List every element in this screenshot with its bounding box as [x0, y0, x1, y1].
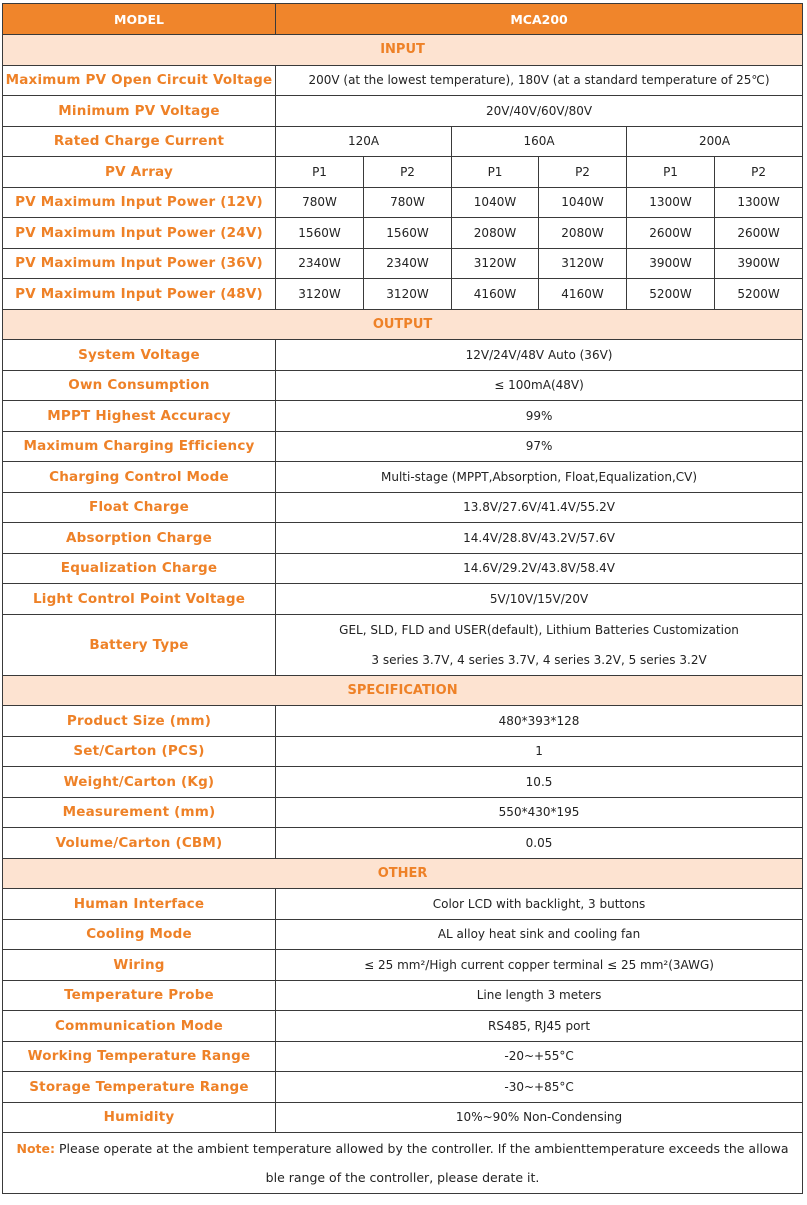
row-storage-temperature [3, 1072, 803, 1103]
row-pv-power-36v [3, 248, 803, 279]
row-label: Cooling Mode [3, 919, 276, 950]
table-cell: P2 [364, 157, 452, 188]
table-cell: 3120W [452, 248, 539, 279]
table-cell: 1560W [364, 218, 452, 249]
row-pv-power-12v [3, 187, 803, 218]
spec-table [2, 3, 803, 1194]
table-cell: 2340W [364, 248, 452, 279]
row-label: Communication Mode [3, 1011, 276, 1042]
table-cell: 2340W [276, 248, 364, 279]
row-value: 13.8V/27.6V/41.4V/55.2V [276, 492, 803, 523]
row-label: Human Interface [3, 889, 276, 920]
section-title: SPECIFICATION [3, 675, 803, 706]
model-header-row [3, 4, 803, 35]
row-value: 0.05 [276, 828, 803, 859]
row-value [276, 614, 803, 675]
row-temperature-probe [3, 980, 803, 1011]
row-min-pv-voltage [3, 96, 803, 127]
row-cooling-mode [3, 919, 803, 950]
section-title: OUTPUT [3, 309, 803, 340]
table-cell: 1560W [276, 218, 364, 249]
row-label: Own Consumption [3, 370, 276, 401]
row-value: 97% [276, 431, 803, 462]
row-label: Equalization Charge [3, 553, 276, 584]
table-cell: 3120W [364, 279, 452, 310]
row-label: Absorption Charge [3, 523, 276, 554]
section-input [3, 35, 803, 66]
section-other [3, 858, 803, 889]
row-value: Multi-stage (MPPT,Absorption, Float,Equalization,CV) [276, 462, 803, 493]
section-title: OTHER [3, 858, 803, 889]
model-label: MODEL [3, 4, 276, 35]
table-cell: P2 [715, 157, 803, 188]
note-label: Note: [16, 1141, 56, 1156]
table-cell: 5200W [627, 279, 715, 310]
table-cell: 2600W [627, 218, 715, 249]
row-value: 1 [276, 736, 803, 767]
table-cell: 2080W [539, 218, 627, 249]
row-label: Product Size (mm) [3, 706, 276, 737]
row-label: Float Charge [3, 492, 276, 523]
table-cell: P2 [539, 157, 627, 188]
row-own-consumption [3, 370, 803, 401]
row-label: Measurement (mm) [3, 797, 276, 828]
table-cell: 4160W [452, 279, 539, 310]
row-human-interface [3, 889, 803, 920]
row-value: 550*430*195 [276, 797, 803, 828]
row-value: ≤ 25 mm²/High current copper terminal ≤ 25 mm²(3AWG) [276, 950, 803, 981]
row-pv-power-48v [3, 279, 803, 310]
row-value: 480*393*128 [276, 706, 803, 737]
row-measurement [3, 797, 803, 828]
row-label: Working Temperature Range [3, 1041, 276, 1072]
row-label: Wiring [3, 950, 276, 981]
current-120a: 120A [276, 126, 452, 157]
row-charging-control-mode [3, 462, 803, 493]
row-product-size [3, 706, 803, 737]
row-label: System Voltage [3, 340, 276, 371]
row-value: -30~+85°C [276, 1072, 803, 1103]
row-label: Maximum PV Open Circuit Voltage [3, 65, 276, 96]
row-battery-type [3, 614, 803, 675]
table-cell: P1 [276, 157, 364, 188]
table-cell: 780W [276, 187, 364, 218]
row-pv-array [3, 157, 803, 188]
row-weight-carton [3, 767, 803, 798]
row-float-charge [3, 492, 803, 523]
row-volume-carton [3, 828, 803, 859]
row-label: Maximum Charging Efficiency [3, 431, 276, 462]
row-charging-efficiency [3, 431, 803, 462]
row-absorption-charge [3, 523, 803, 554]
table-cell: 4160W [539, 279, 627, 310]
row-label: PV Maximum Input Power (48V) [3, 279, 276, 310]
row-value: Line length 3 meters [276, 980, 803, 1011]
table-cell: 780W [364, 187, 452, 218]
row-label: Minimum PV Voltage [3, 96, 276, 127]
table-cell: P1 [627, 157, 715, 188]
row-communication-mode [3, 1011, 803, 1042]
note-cell [3, 1133, 803, 1194]
section-title: INPUT [3, 35, 803, 66]
table-cell: 3900W [715, 248, 803, 279]
row-wiring [3, 950, 803, 981]
table-cell: 5200W [715, 279, 803, 310]
row-label: PV Array [3, 157, 276, 188]
battery-type-line: 3 series 3.7V, 4 series 3.7V, 4 series 3.2V, 5 series 3.2V [371, 652, 707, 667]
row-label: Weight/Carton (Kg) [3, 767, 276, 798]
row-label: Set/Carton (PCS) [3, 736, 276, 767]
table-cell: 3900W [627, 248, 715, 279]
row-equalization-charge [3, 553, 803, 584]
row-system-voltage [3, 340, 803, 371]
row-pv-power-24v [3, 218, 803, 249]
row-value: AL alloy heat sink and cooling fan [276, 919, 803, 950]
table-cell: 2600W [715, 218, 803, 249]
current-200a: 200A [627, 126, 803, 157]
row-value: 200V (at the lowest temperature), 180V (at a standard temperature of 25℃) [276, 65, 803, 96]
row-value: RS485, RJ45 port [276, 1011, 803, 1042]
row-label: MPPT Highest Accuracy [3, 401, 276, 432]
row-label: Battery Type [3, 614, 276, 675]
row-label: PV Maximum Input Power (24V) [3, 218, 276, 249]
row-humidity [3, 1102, 803, 1133]
note-text: Please operate at the ambient temperature allowed by the controller. If the ambienttemperature exceeds the allowa ble range of the controller, please derate it. [55, 1141, 789, 1185]
row-max-pv-voc [3, 65, 803, 96]
row-label: PV Maximum Input Power (36V) [3, 248, 276, 279]
row-rated-charge-current [3, 126, 803, 157]
table-cell: 2080W [452, 218, 539, 249]
table-cell: 1300W [627, 187, 715, 218]
row-value: 14.6V/29.2V/43.8V/58.4V [276, 553, 803, 584]
section-specification [3, 675, 803, 706]
model-value: MCA200 [276, 4, 803, 35]
row-value: 10%~90% Non-Condensing [276, 1102, 803, 1133]
row-label: Rated Charge Current [3, 126, 276, 157]
row-value: ≤ 100mA(48V) [276, 370, 803, 401]
row-label: PV Maximum Input Power (12V) [3, 187, 276, 218]
row-label: Volume/Carton (CBM) [3, 828, 276, 859]
section-output [3, 309, 803, 340]
table-cell: P1 [452, 157, 539, 188]
table-cell: 3120W [276, 279, 364, 310]
row-label: Light Control Point Voltage [3, 584, 276, 615]
current-160a: 160A [452, 126, 627, 157]
row-mppt-accuracy [3, 401, 803, 432]
table-cell: 1040W [539, 187, 627, 218]
row-working-temperature [3, 1041, 803, 1072]
row-label: Storage Temperature Range [3, 1072, 276, 1103]
row-value: 10.5 [276, 767, 803, 798]
row-value: 12V/24V/48V Auto (36V) [276, 340, 803, 371]
note-row [3, 1133, 803, 1194]
table-cell: 3120W [539, 248, 627, 279]
row-label: Charging Control Mode [3, 462, 276, 493]
row-value: 5V/10V/15V/20V [276, 584, 803, 615]
table-cell: 1300W [715, 187, 803, 218]
row-value: -20~+55°C [276, 1041, 803, 1072]
battery-type-line: GEL, SLD, FLD and USER(default), Lithium Batteries Customization [339, 622, 739, 637]
row-label: Humidity [3, 1102, 276, 1133]
row-label: Temperature Probe [3, 980, 276, 1011]
table-cell: 1040W [452, 187, 539, 218]
row-set-carton [3, 736, 803, 767]
row-value: 20V/40V/60V/80V [276, 96, 803, 127]
row-light-control-voltage [3, 584, 803, 615]
row-value: 99% [276, 401, 803, 432]
row-value: Color LCD with backlight, 3 buttons [276, 889, 803, 920]
row-value: 14.4V/28.8V/43.2V/57.6V [276, 523, 803, 554]
